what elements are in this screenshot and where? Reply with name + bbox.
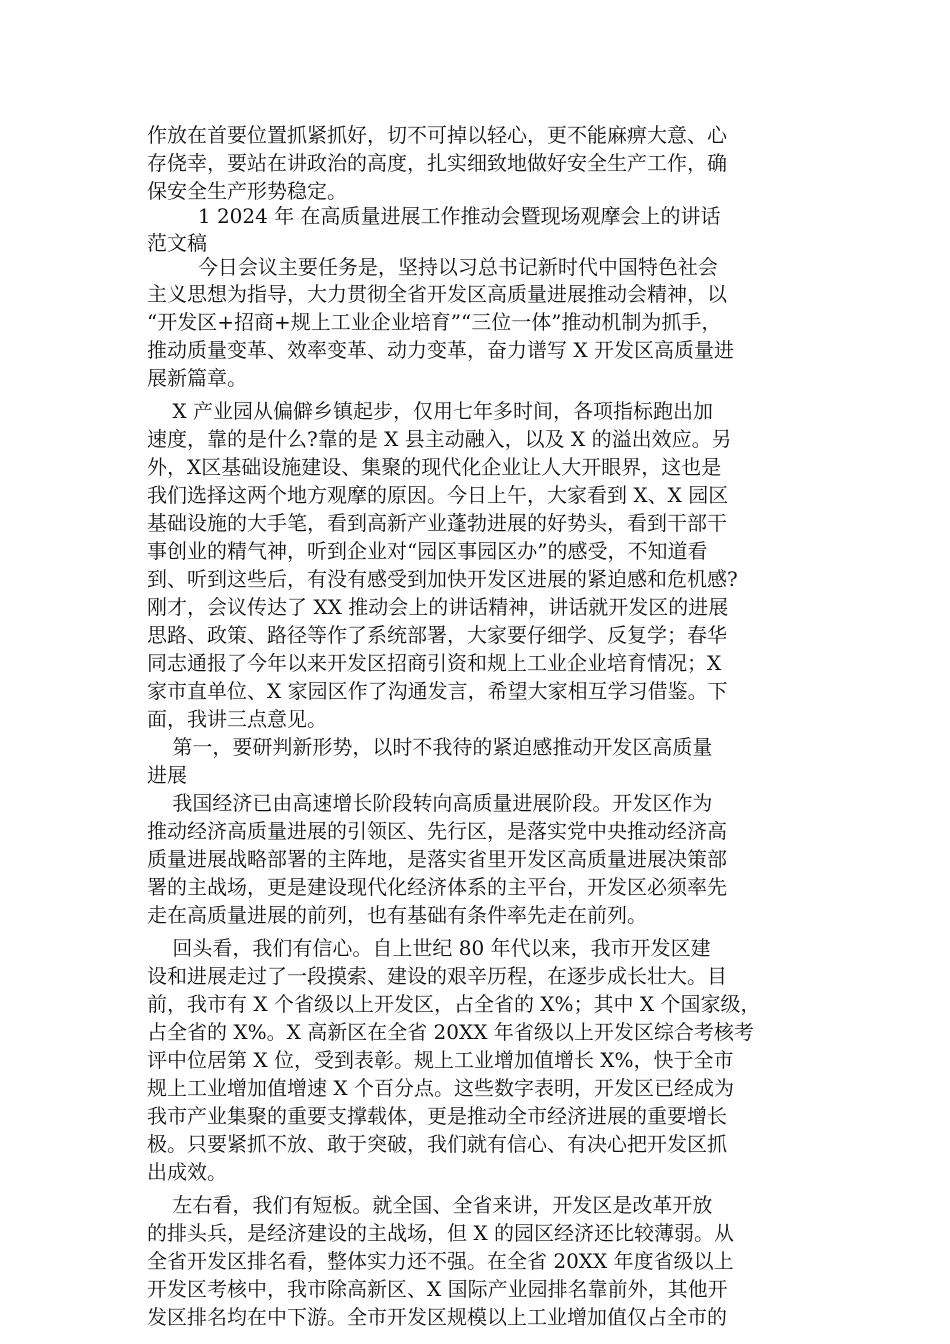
text-line: 思路、政策、路径等作了系统部署，大家要仔细学、反复学；春华	[147, 623, 727, 647]
text-line: 外，X区基础设施建设、集聚的现代化企业让人大开眼界，这也是	[147, 455, 722, 479]
text-line: 刚才，会议传达了 XX 推动会上的讲话精神，讲话就开发区的进展	[147, 595, 729, 619]
text-line: 我市产业集聚的重要支撑载体，更是推动全市经济进展的重要增长	[147, 1104, 727, 1128]
text-line: 速度，靠的是什么?靠的是 X 县主动融入，以及 X 的溢出效应。另	[147, 427, 732, 451]
text-line: 左右看，我们有短板。就全国、全省来讲，开发区是改革开放	[147, 1193, 713, 1217]
text-line: “开发区+招商+规上工业企业培育”“三位一体”推动机制为抓手，	[147, 310, 722, 334]
text-line: 面，我讲三点意见。	[147, 707, 327, 731]
text-line: 发区排名均在中下游。全市开发区规模以上工业增加值仅占全市的	[147, 1305, 727, 1329]
text-line: 基础设施的大手笔，看到高新产业蓬勃进展的好势头，看到干部干	[147, 511, 727, 535]
section-heading: 1 2024 年 在高质量进展工作推动会暨现场观摩会上的讲话	[147, 204, 721, 228]
text-line: 展新篇章。	[147, 366, 247, 390]
text-line: 前，我市有 X 个省级以上开发区，占全省的 X%；其中 X 个国家级，	[147, 992, 761, 1016]
text-line: 的排头兵，是经济建设的主战场，但 X 的园区经济还比较薄弱。从	[147, 1221, 734, 1245]
text-line: 回头看，我们有信心。自上世纪 80 年代以来，我市开发区建	[147, 936, 711, 960]
text-line: 主义思想为指导，大力贯彻全省开发区高质量进展推动会精神，以	[147, 282, 727, 306]
text-line: 作放在首要位置抓紧抓好，切不可掉以轻心，更不能麻痹大意、心	[147, 123, 727, 147]
text-line: 保安全生产形势稳定。	[147, 179, 347, 203]
section-heading: 范文稿	[147, 231, 207, 255]
text-line: 事创业的精气神，听到企业对“园区事园区办”的感受，不知道看	[147, 539, 708, 563]
text-line: 全省开发区排名看，整体实力还不强。在全省 20XX 年度省级以上	[147, 1249, 734, 1273]
text-line: 我国经济已由高速增长阶段转向高质量进展阶段。开发区作为	[147, 791, 713, 815]
text-line: 设和进展走过了一段摸索、建设的艰辛历程，在逐步成长壮大。目	[147, 964, 727, 988]
section-heading: 进展	[147, 763, 187, 787]
text-line: 推动经济高质量进展的引领区、先行区，是落实党中央推动经济高	[147, 819, 727, 843]
text-line: 推动质量变革、效率变革、动力变革，奋力谱写 X 开发区高质量进	[147, 338, 734, 362]
text-line: 质量进展战略部署的主阵地，是落实省里开发区高质量进展决策部	[147, 847, 727, 871]
text-line: X 产业园从偏僻乡镇起步，仅用七年多时间，各项指标跑出加	[147, 399, 714, 423]
text-line: 占全省的 X%。X 高新区在全省 20XX 年省级以上开发区综合考核考	[147, 1020, 754, 1044]
text-line: 我们选择这两个地方观摩的原因。今日上午，大家看到 X、X 园区	[147, 483, 729, 507]
text-line: 今日会议主要任务是，坚持以习总书记新时代中国特色社会	[147, 255, 718, 279]
text-line: 规上工业增加值增速 X 个百分点。这些数字表明，开发区已经成为	[147, 1076, 734, 1100]
text-line: 评中位居第 X 位，受到表彰。规上工业增加值增长 X%，快于全市	[147, 1048, 734, 1072]
text-line: 极。只要紧抓不放、敢于突破，我们就有信心、有决心把开发区抓	[147, 1132, 727, 1156]
text-line: 出成效。	[147, 1160, 227, 1184]
text-line: 开发区考核中，我市除高新区、X 国际产业园排名靠前外，其他开	[147, 1277, 728, 1301]
text-line: 署的主战场，更是建设现代化经济体系的主平台，开发区必须率先	[147, 875, 727, 899]
section-heading: 第一，要研判新形势，以时不我待的紧迫感推动开发区高质量	[147, 735, 713, 759]
text-line: 存侥幸，要站在讲政治的高度，扎实细致地做好安全生产工作，确	[147, 151, 727, 175]
text-line: 家市直单位、X 家园区作了沟通发言，希望大家相互学习借鉴。下	[147, 679, 728, 703]
text-line: 到、听到这些后，有没有感受到加快开发区进展的紧迫感和危机感?	[147, 567, 738, 591]
text-line: 同志通报了今年以来开发区招商引资和规上工业企业培育情况；X	[147, 651, 722, 675]
text-line: 走在高质量进展的前列，也有基础有条件率先走在前列。	[147, 903, 647, 927]
